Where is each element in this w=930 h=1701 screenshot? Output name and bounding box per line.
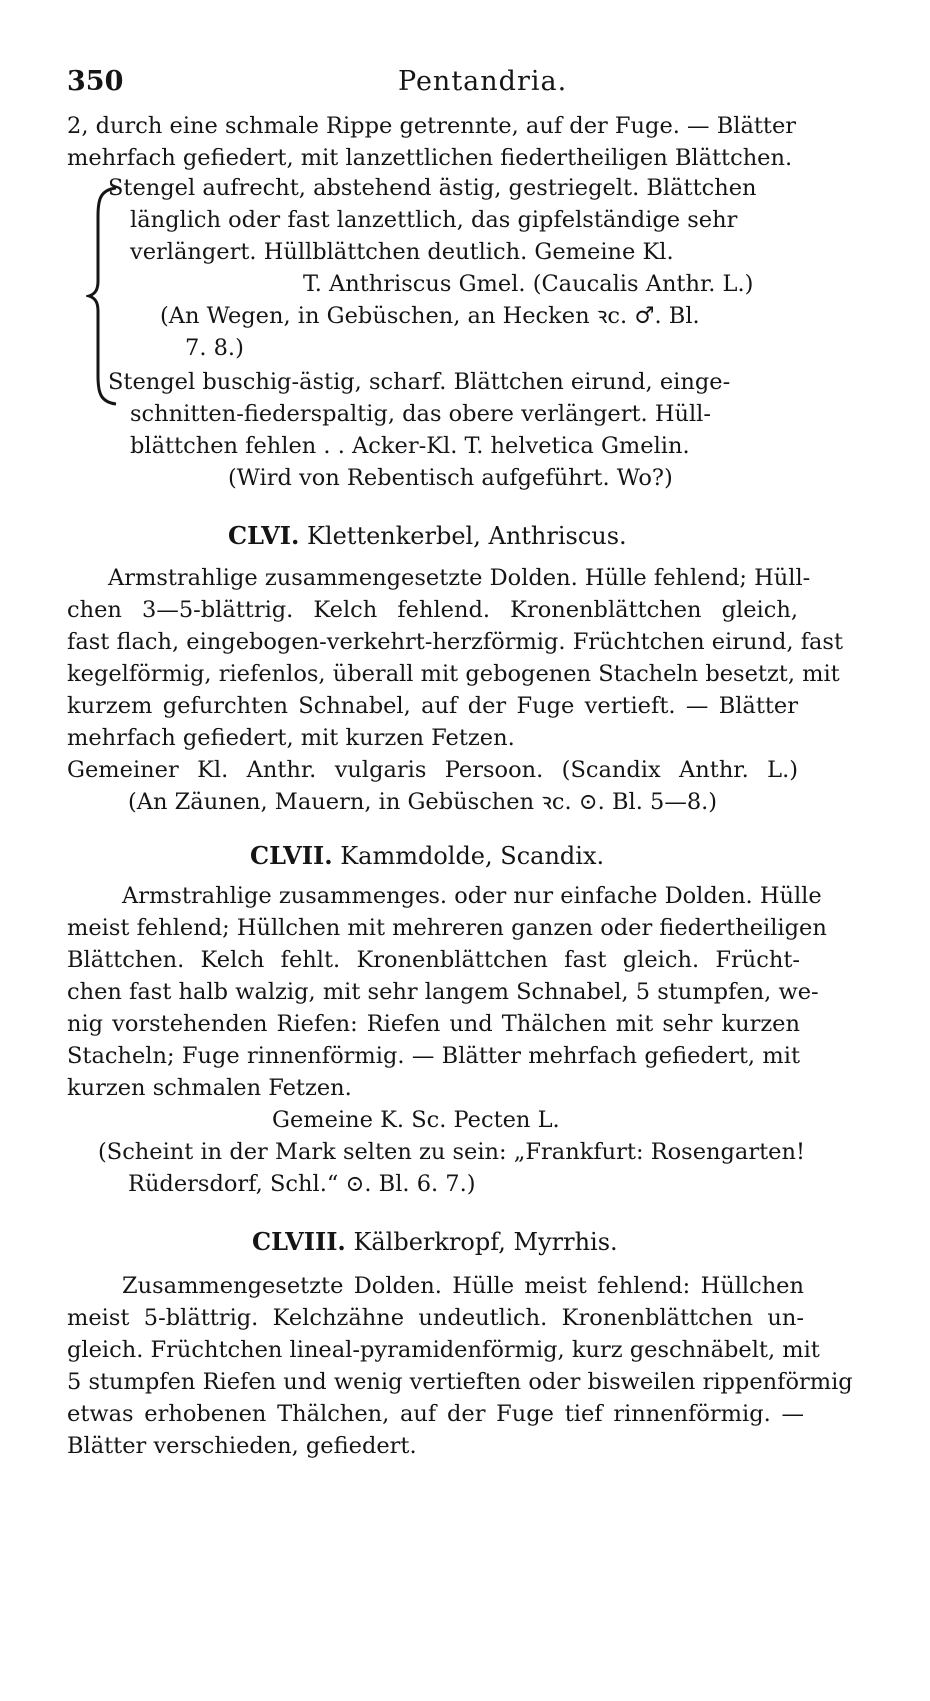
section-line: mehrfach gefiedert, mit kurzen Fetzen. — [67, 725, 515, 751]
key-line: schnitten-fiederspaltig, das obere verlängert. Hüll- — [130, 401, 711, 427]
section-line: Stacheln; Fuge rinnenförmig. — Blätter mehrfach gefiedert, mit — [67, 1043, 800, 1069]
section-line: chen fast halb walzig, mit sehr langem Schnabel, 5 stumpfen, we- — [67, 979, 819, 1005]
section-name-german: Kammdolde, — [340, 842, 493, 870]
section-line: 5 stumpfen Riefen und wenig vertieften oder bisweilen rippenförmig — [67, 1369, 853, 1395]
section-line: nig vorstehenden Riefen: Riefen und Thälchen mit sehr kurzen — [67, 1011, 800, 1037]
section-line: kurzem gefurchten Schnabel, auf der Fuge vertieft. — Blätter — [67, 693, 798, 719]
section-name-german: Klettenkerbel, — [306, 522, 481, 550]
section-line: meist 5-blättrig. Kelchzähne undeutlich. Kronenblättchen un- — [67, 1305, 804, 1331]
key-line: Stengel buschig-ästig, scharf. Blättchen eirund, einge- — [108, 369, 731, 395]
section-line: fast flach, eingebogen-verkehrt-herzförmig. Früchtchen eirund, fast — [67, 629, 844, 655]
section-line: (Scheint in der Mark selten zu sein: „Frankfurt: Rosengarten! — [98, 1139, 805, 1165]
section-heading — [228, 520, 627, 552]
section-numeral: CLVIII. — [252, 1227, 346, 1256]
intro-line: 2, durch eine schmale Rippe getrennte, auf der Fuge. — Blätter — [67, 113, 797, 139]
section-line: Rüdersdorf, Schl.“ ⊙. Bl. 6. 7.) — [128, 1171, 476, 1197]
section-line: Gemeiner Kl. Anthr. vulgaris Persoon. (Scandix Anthr. L.) — [67, 757, 798, 783]
section-line: chen 3—5-blättrig. Kelch fehlend. Kronenblättchen gleich, — [67, 597, 798, 623]
section-numeral: CLVII. — [250, 841, 333, 870]
section-line: gleich. Früchtchen lineal-pyramidenförmig, kurz geschnäbelt, mit — [67, 1337, 820, 1363]
section-line: Gemeine K. Sc. Pecten L. — [272, 1107, 560, 1133]
section-line: etwas erhobenen Thälchen, auf der Fuge tief rinnenförmig. — — [67, 1401, 804, 1427]
section-line: (An Zäunen, Mauern, in Gebüschen ꝛc. ⊙. Bl. 5—8.) — [128, 789, 718, 815]
key-line: blättchen fehlen . . Acker-Kl. T. helvetica Gmelin. — [130, 433, 690, 459]
section-line: Blätter verschieden, gefiedert. — [67, 1433, 417, 1459]
section-line: meist fehlend; Hüllchen mit mehreren ganzen oder fiedertheiligen — [67, 915, 827, 941]
key-line: Stengel aufrecht, abstehend ästig, gestriegelt. Blättchen — [108, 175, 757, 201]
section-numeral: CLVI. — [228, 521, 300, 550]
key-line: (Wird von Rebentisch aufgeführt. Wo?) — [228, 465, 673, 491]
key-line: verlängert. Hüllblättchen deutlich. Gemeine Kl. — [130, 239, 674, 265]
section-name-latin: Scandix. — [500, 842, 605, 870]
section-name-german: Kälberkropf, — [353, 1228, 506, 1256]
section-line: Blättchen. Kelch fehlt. Kronenblättchen fast gleich. Frücht- — [67, 947, 800, 973]
key-line: T. Anthriscus Gmel. (Caucalis Anthr. L.) — [303, 271, 754, 297]
section-line: Armstrahlige zusammenges. oder nur einfache Dolden. Hülle — [122, 883, 822, 909]
section-heading — [252, 1226, 618, 1258]
section-line: Armstrahlige zusammengesetzte Dolden. Hülle fehlend; Hüll- — [108, 565, 811, 591]
running-title: Pentandria. — [398, 66, 568, 97]
intro-line: mehrfach gefiedert, mit lanzettlichen fiedertheiligen Blättchen. — [67, 145, 793, 171]
key-line: (An Wegen, in Gebüschen, an Hecken ꝛc. ♂. Bl. — [160, 303, 700, 329]
section-name-latin: Myrrhis. — [513, 1228, 618, 1256]
key-line: länglich oder fast lanzettlich, das gipfelständige sehr — [130, 207, 738, 233]
section-name-latin: Anthriscus. — [488, 522, 627, 550]
section-line: kurzen schmalen Fetzen. — [67, 1075, 352, 1101]
page-number: 350 — [67, 66, 124, 97]
key-line: 7. 8.) — [185, 335, 244, 361]
section-line: Zusammengesetzte Dolden. Hülle meist fehlend: Hüllchen — [122, 1273, 804, 1299]
section-heading — [250, 840, 604, 872]
section-line: kegelförmig, riefenlos, überall mit gebogenen Stacheln besetzt, mit — [67, 661, 840, 687]
